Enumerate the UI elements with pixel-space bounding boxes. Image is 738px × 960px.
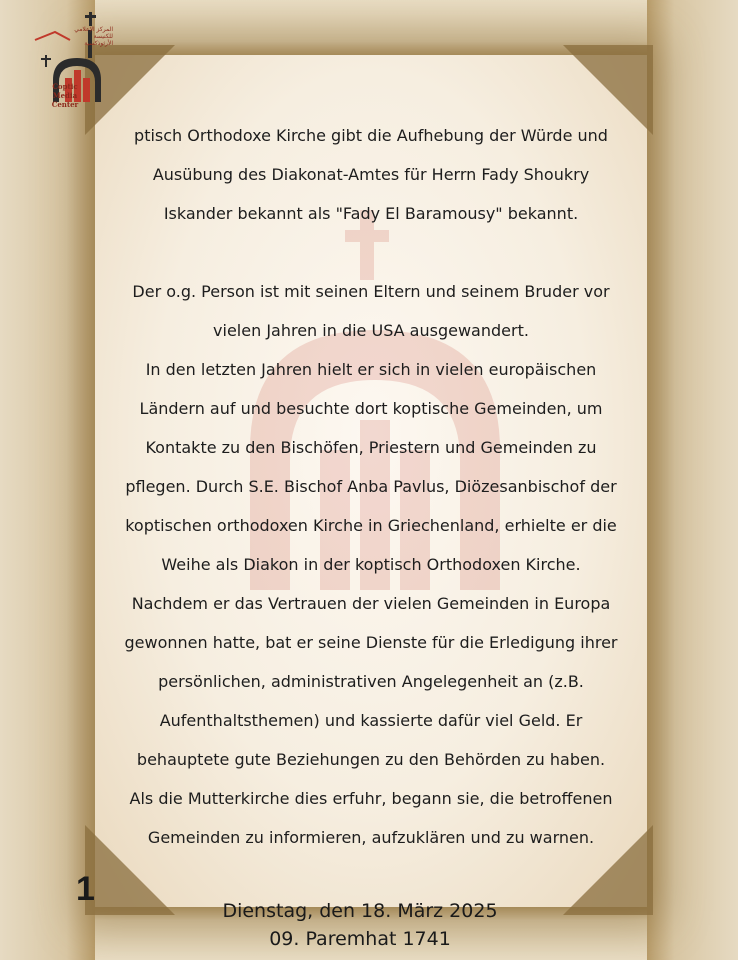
date-coptic: 09. Paremhat 1741 xyxy=(269,928,451,950)
text-line: Weihe als Diakon in der koptisch Orthodoxen Kirche. xyxy=(161,555,581,574)
page-number: 1 xyxy=(76,870,95,908)
paragraph-gap xyxy=(110,233,632,272)
frame-edge-right xyxy=(647,0,738,960)
coptic-media-center-logo xyxy=(25,10,115,109)
logo-name-line: Center xyxy=(51,100,79,109)
text-line: Ländern auf und besuchte dort koptische Gemeinden, um xyxy=(139,399,603,418)
text-line: Kontakte zu den Bischöfen, Priestern und Gemeinden zu xyxy=(145,438,597,457)
text-line: Der o.g. Person ist mit seinen Eltern und seinem Bruder vor xyxy=(132,282,610,301)
text-line: In den letzten Jahren hielt er sich in vielen europäischen xyxy=(145,360,597,379)
logo-name xyxy=(45,82,85,109)
announcement-text xyxy=(110,116,632,857)
text-line: Ausübung des Diakonat-Amtes für Herrn Fady Shoukry xyxy=(152,165,590,184)
text-line: vielen Jahren in die USA ausgewandert. xyxy=(213,321,529,340)
text-line: gewonnen hatte, bat er seine Dienste für die Erledigung ihrer xyxy=(124,633,618,652)
logo-name-line: Coptic xyxy=(52,82,78,91)
text-line: koptischen orthodoxen Kirche in Griechenland, erhielte er die xyxy=(125,516,617,535)
text-line: behauptete gute Beziehungen zu den Behörden zu haben. xyxy=(136,750,606,769)
text-line: Gemeinden zu informieren, aufzuklären und zu warnen. xyxy=(147,828,595,847)
date-gregorian: Dienstag, den 18. März 2025 xyxy=(222,900,498,922)
text-line: Nachdem er das Vertrauen der vielen Gemeinden in Europa xyxy=(131,594,611,613)
logo-name-line: Media xyxy=(52,91,78,100)
text-line: Als die Mutterkirche dies erfuhr, begann sie, die betroffenen xyxy=(129,789,613,808)
logo-arabic-text: المركز الإعلامي للكنيسة الأرثوذكسية xyxy=(74,26,113,47)
text-line: Iskander bekannt als "Fady El Baramousy" bekannt. xyxy=(163,204,579,223)
text-line: persönlichen, administrativen Angelegenheit an (z.B. xyxy=(158,672,584,691)
text-line: pflegen. Durch S.E. Bischof Anba Pavlus, Diözesanbischof der xyxy=(125,477,617,496)
date-block xyxy=(120,897,600,953)
text-line: Aufenthaltsthemen) und kassierte dafür viel Geld. Er xyxy=(159,711,583,730)
frame-edge-left xyxy=(0,0,95,960)
text-line: ptisch Orthodoxe Kirche gibt die Aufhebung der Würde und xyxy=(134,126,608,145)
